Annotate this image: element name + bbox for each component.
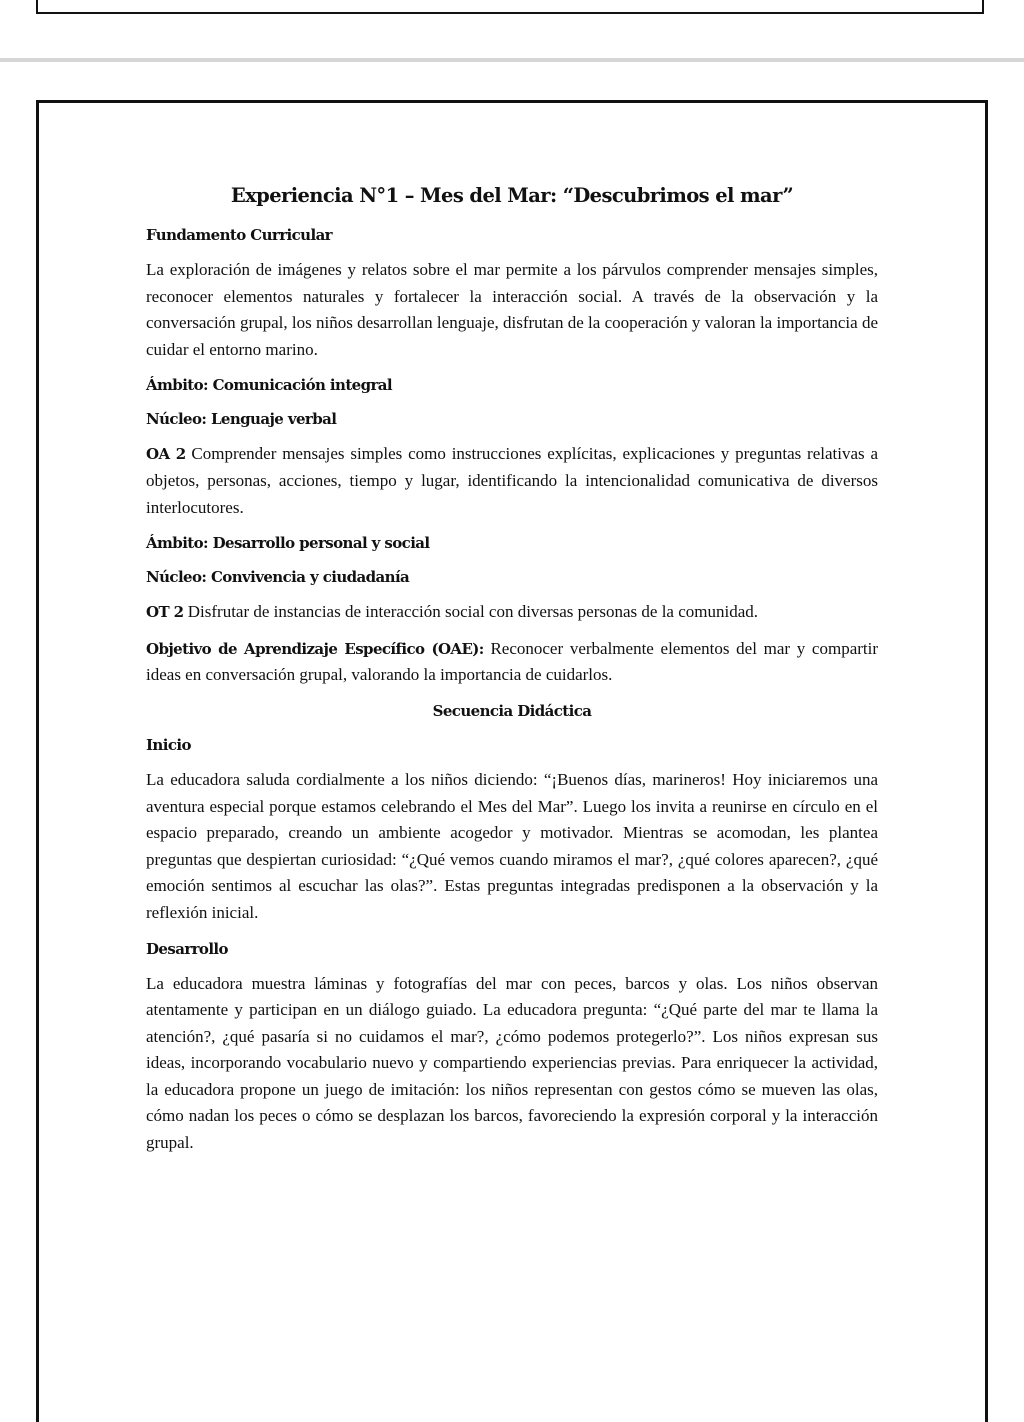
- fundamento-text: La exploración de imágenes y relatos sobre el mar permite a los párvulos comprender mensajes simples, reconocer elementos naturales y fortalecer la interacción social. A través de la observación y la conversación grupal, los niños desarrollan lenguaje, disfrutan de la cooperación y valoran la importancia de cuidar el entorno marino.: [146, 260, 878, 359]
- page-separator: [0, 58, 1024, 62]
- secuencia-heading: Secuencia Didáctica: [432, 701, 592, 720]
- oa2-label: OA 2: [146, 445, 186, 464]
- nucleo-convivencia-heading: Núcleo: Convivencia y ciudadanía: [146, 568, 410, 587]
- fundamento-heading: Fundamento Curricular: [146, 226, 332, 244]
- desarrollo-text: La educadora muestra láminas y fotografías del mar con peces, barcos y olas. Los niños observan atentamente y participan en un diálogo guiado. La educadora pregunta: “¿Qué parte del mar te llama la atención?, ¿qué pasaría si no cuidamos el mar?, ¿cómo podemos protegerlo?”. Los niños expresan sus ideas, incorporando vocabulario nuevo y compartiendo experiencias previas. Para enriquecer la actividad, la educadora propone un juego de imitación: los niños representan con gestos cómo se mueven las olas, cómo nadan los peces o cómo se desplazan los barcos, favoreciendo la expresión corporal y la interacción grupal.: [146, 973, 878, 1153]
- desarrollo-heading: Desarrollo: [146, 939, 228, 958]
- previous-page-edge: [36, 0, 984, 14]
- ambito-comunicacion-heading: Ámbito: Comunicación integral: [146, 376, 393, 395]
- oae-label: Objetivo de Aprendizaje Específico (OAE):: [146, 639, 484, 658]
- oae-paragraph: [146, 636, 878, 689]
- oa2-paragraph: [146, 441, 878, 521]
- ot2-label: OT 2: [146, 603, 184, 622]
- oa2-text: Comprender mensajes simples como instrucciones explícitas, explicaciones y preguntas relativas a objetos, personas, acciones, tiempo y lugar, identificando la intencionalidad comunicativa de diversos interlocutores.: [146, 444, 879, 517]
- inicio-text: La educadora saluda cordialmente a los niños diciendo: “¡Buenos días, marineros! Hoy iniciaremos una aventura especial porque estamos celebrando el Mes del Mar”. Luego los invita a reunirse en círculo en el espacio preparado, creando un ambiente acogedor y motivador. Mientras se acomodan, les plantea preguntas que despiertan curiosidad: “¿Qué vemos cuando miramos el mar?, ¿qué colores aparecen?, ¿qué emoción sentimos al escuchar las olas?”. Estas preguntas integradas predisponen a la observación y la reflexión inicial.: [146, 769, 878, 922]
- ot2-text: Disfrutar de instancias de interacción social con diversas personas de la comunidad.: [187, 602, 758, 622]
- document-title: Experiencia N°1 – Mes del Mar: “Descubrimos el mar”: [230, 184, 794, 207]
- oae-text: Reconocer verbalmente elementos del mar y compartir ideas en conversación grupal, valorando la importancia de cuidarlos.: [146, 638, 879, 685]
- page-content: [146, 181, 878, 1167]
- inicio-heading: Inicio: [146, 735, 191, 754]
- nucleo-lenguaje-heading: Núcleo: Lenguaje verbal: [146, 410, 337, 429]
- ambito-desarrollo-heading: Ámbito: Desarrollo personal y social: [146, 534, 430, 553]
- document-page[interactable]: [36, 100, 988, 1422]
- ot2-paragraph: [146, 599, 878, 626]
